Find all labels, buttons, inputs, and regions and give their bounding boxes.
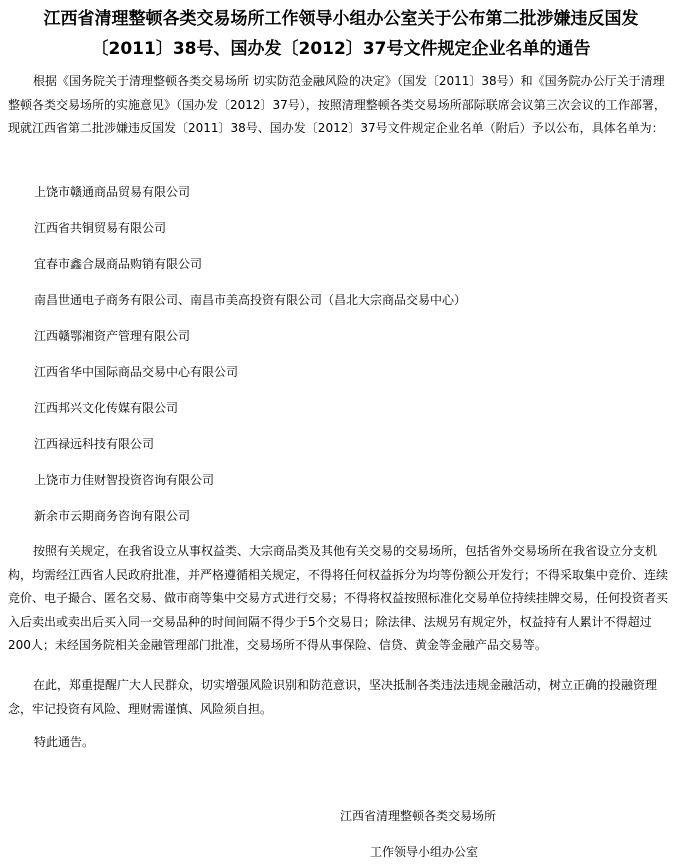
company-list-item: 上饶市力佳财智投资咨询有限公司	[34, 473, 215, 487]
rules-paragraph: 按照有关规定，在我省设立从事权益类、大宗商品类及其他有关交易的交易场所，包括省外交易场所在我省设立分支机构，均需经江西省人民政府批准，并严格遵循相关规定，不得将任何权益拆分为均等份额公开发行；不得采取集中竞价、连续竞价、电子撮合、匿名交易、做市商等集中交易方式进行交易；不得将权益按照标准化交易单位持续挂牌交易，任何投资者买入后卖出或卖出后买入同一交易品种的时间间隔不得少于5个交易日；除法律、法规另有规定外，权益持有人累计不得超过200人；未经国务院相关金融管理部门批准，交易场所不得从事保险、信贷、黄金等金融产品交易等。	[8, 544, 669, 652]
company-list-item: 江西赣鄂湘资产管理有限公司	[34, 329, 191, 343]
company-list-item: 江西省华中国际商品交易中心有限公司	[34, 365, 239, 379]
reminder-paragraph: 在此，郑重提醒广大人民群众，切实增强风险识别和防范意识，坚决抵制各类违法违规金融活动，树立正确的投融资理念，牢记投资有风险、理财需谨慎、风险须自担。	[8, 678, 658, 716]
notice-title: 江西省清理整顿各类交易场所工作领导小组办公室关于公布第二批涉嫌违反国发〔2011〕38号、国办发〔2012〕37号文件规定企业名单的通告	[43, 9, 639, 59]
intro-paragraph: 根据《国务院关于清理整顿各类交易场所 切实防范金融风险的决定》（国发〔2011〕38号）和《国务院办公厅关于清理整顿各类交易场所的实施意见》（国办发〔2012〕37号），按照清理整顿各类交易场所部际联席会议第三次会议的工作部署，现就江西省第二批涉嫌违反国发〔2011〕38号、国办发〔2012〕37号文件规定企业名单（附后）予以公布，具体名单为：	[8, 74, 666, 135]
company-list-item: 上饶市赣通商品贸易有限公司	[34, 185, 191, 199]
company-list-item: 宜春市鑫合晟商品购销有限公司	[34, 257, 203, 271]
signature-office: 工作领导小组办公室	[370, 845, 479, 859]
company-list-item: 新余市云期商务咨询有限公司	[34, 509, 191, 523]
company-list-item: 江西禄远科技有限公司	[34, 437, 155, 451]
company-list-item: 江西省共铜贸易有限公司	[34, 221, 167, 235]
closing-line: 特此通告。	[34, 735, 95, 749]
signature-organization: 江西省清理整顿各类交易场所	[340, 809, 497, 823]
company-list-item: 南昌世通电子商务有限公司、南昌市美高投资有限公司（昌北大宗商品交易中心）	[34, 293, 467, 307]
company-list-item: 江西邦兴文化传媒有限公司	[34, 401, 179, 415]
